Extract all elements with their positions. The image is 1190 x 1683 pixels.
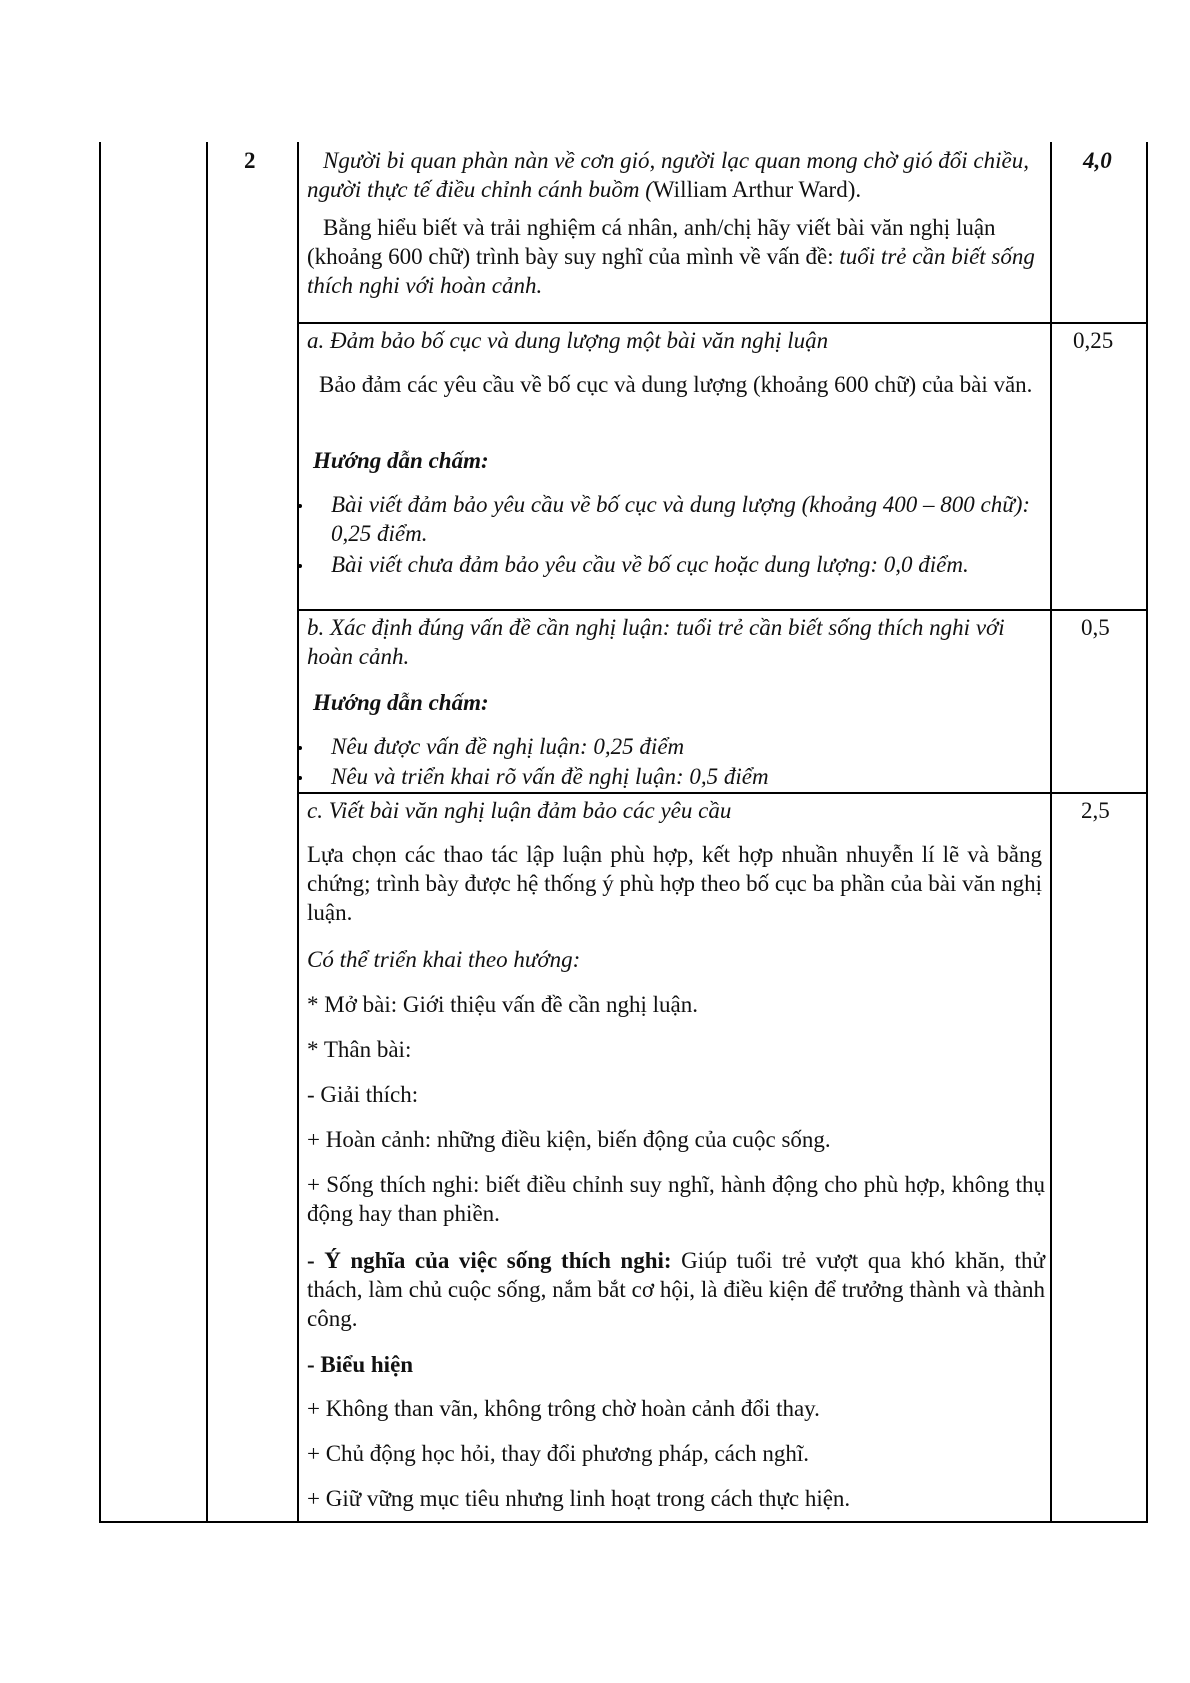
- row-divider-a: [297, 322, 1148, 324]
- question-prompt: [307, 146, 1042, 300]
- table-border-bottom: [99, 1521, 1148, 1523]
- task-plain: Bằng hiểu biết và trải nghiệm cá nhân, anh/chị hãy viết bài văn nghị luận (khoảng 600 chữ) trình bày suy nghĩ của mình về vấn đề:: [307, 215, 996, 269]
- section-b-score: 0,5: [1081, 615, 1110, 640]
- bullet-dot: [298, 504, 302, 508]
- section-c-song-thich-nghi: + Sống thích nghi: biết điều chỉnh suy nghĩ, hành động cho phù hợp, không thụ động hay than phiền.: [307, 1172, 1045, 1226]
- section-c-title: c. Viết bài văn nghị luận đảm bảo các yêu cầu: [307, 798, 732, 823]
- bullet-dot: [298, 564, 302, 568]
- section-b-bullet-2: Nêu và triển khai rõ vấn đề nghị luận: 0,5 điểm: [331, 764, 769, 789]
- section-c-y-nghia: [307, 1246, 1045, 1333]
- bullet-dot: [298, 776, 302, 780]
- section-c-bieu-hien: - Biểu hiện: [307, 1352, 414, 1377]
- section-a-desc: Bảo đảm các yêu cầu về bố cục và dung lượng (khoảng 600 chữ) của bài văn.: [319, 372, 1033, 397]
- section-a-title: a. Đảm bảo bố cục và dung lượng một bài văn nghị luận: [307, 328, 829, 353]
- row-divider-b: [297, 609, 1148, 611]
- section-a-guide-label: Hướng dẫn chấm:: [313, 448, 489, 473]
- table-divider-3: [1050, 142, 1052, 1522]
- row-divider-c: [297, 792, 1148, 794]
- prompt-author: William Arthur Ward).: [652, 177, 862, 202]
- section-c-direction: Có thể triển khai theo hướng:: [307, 947, 581, 972]
- section-a-score: 0,25: [1073, 328, 1114, 353]
- section-b-title: b. Xác định đúng vấn đề cần nghị luận: tuổi trẻ cần biết sống thích nghi với hoàn cảnh.: [307, 615, 1005, 669]
- section-b-guide-label: Hướng dẫn chấm:: [313, 690, 489, 715]
- table-border-left: [99, 142, 101, 1522]
- section-c-bieu-hien-2: + Chủ động học hỏi, thay đổi phương pháp, cách nghĩ.: [307, 1441, 810, 1466]
- section-c-than-bai: * Thân bài:: [307, 1037, 412, 1062]
- table-border-right: [1146, 142, 1148, 1522]
- section-c-bieu-hien-3: + Giữ vững mục tiêu nhưng linh hoạt trong cách thực hiện.: [307, 1486, 851, 1511]
- section-c-giai-thich: - Giải thích:: [307, 1082, 419, 1107]
- section-b-bullet-1: Nêu được vấn đề nghị luận: 0,25 điểm: [331, 734, 685, 759]
- table-divider-1: [206, 142, 208, 1522]
- section-c-hoan-canh: + Hoàn cảnh: những điều kiện, biến động của cuộc sống.: [307, 1127, 831, 1152]
- question-score: 4,0: [1083, 148, 1112, 173]
- table-divider-2: [297, 142, 299, 1522]
- section-c-bieu-hien-1: + Không than vãn, không trông chờ hoàn cảnh đổi thay.: [307, 1396, 820, 1421]
- section-c-intro: Lựa chọn các thao tác lập luận phù hợp, kết hợp nhuần nhuyễn lí lẽ và bằng chứng; trình bày được hệ thống ý phù hợp theo bố cục ba phần của bài văn nghị luận.: [307, 842, 1042, 925]
- section-c-mo-bai: * Mở bài: Giới thiệu vấn đề cần nghị luận.: [307, 992, 698, 1017]
- section-c-score: 2,5: [1081, 798, 1110, 823]
- task-topic: tuổi trẻ cần biết sống thích nghi với hoàn cảnh.: [307, 244, 1035, 298]
- section-a-bullet-1: Bài viết đảm bảo yêu cầu về bố cục và dung lượng (khoảng 400 – 800 chữ): 0,25 điểm.: [331, 492, 1031, 546]
- bullet-dot: [298, 746, 302, 750]
- section-a-bullet-2: Bài viết chưa đảm bảo yêu cầu về bố cục hoặc dung lượng: 0,0 điểm.: [331, 552, 969, 577]
- y-nghia-text: Giúp tuổi trẻ vượt qua khó khăn, thử thách, làm chủ cuộc sống, nắm bắt cơ hội, là điều kiện để trưởng thành và thành công.: [307, 1248, 1045, 1331]
- y-nghia-label: - Ý nghĩa của việc sống thích nghi:: [307, 1248, 672, 1273]
- prompt-quote: Người bi quan phàn nàn về cơn gió, người lạc quan mong chờ gió đổi chiều, người thực tế điều chỉnh cánh buồm (: [307, 148, 1029, 202]
- question-number: 2: [244, 148, 256, 173]
